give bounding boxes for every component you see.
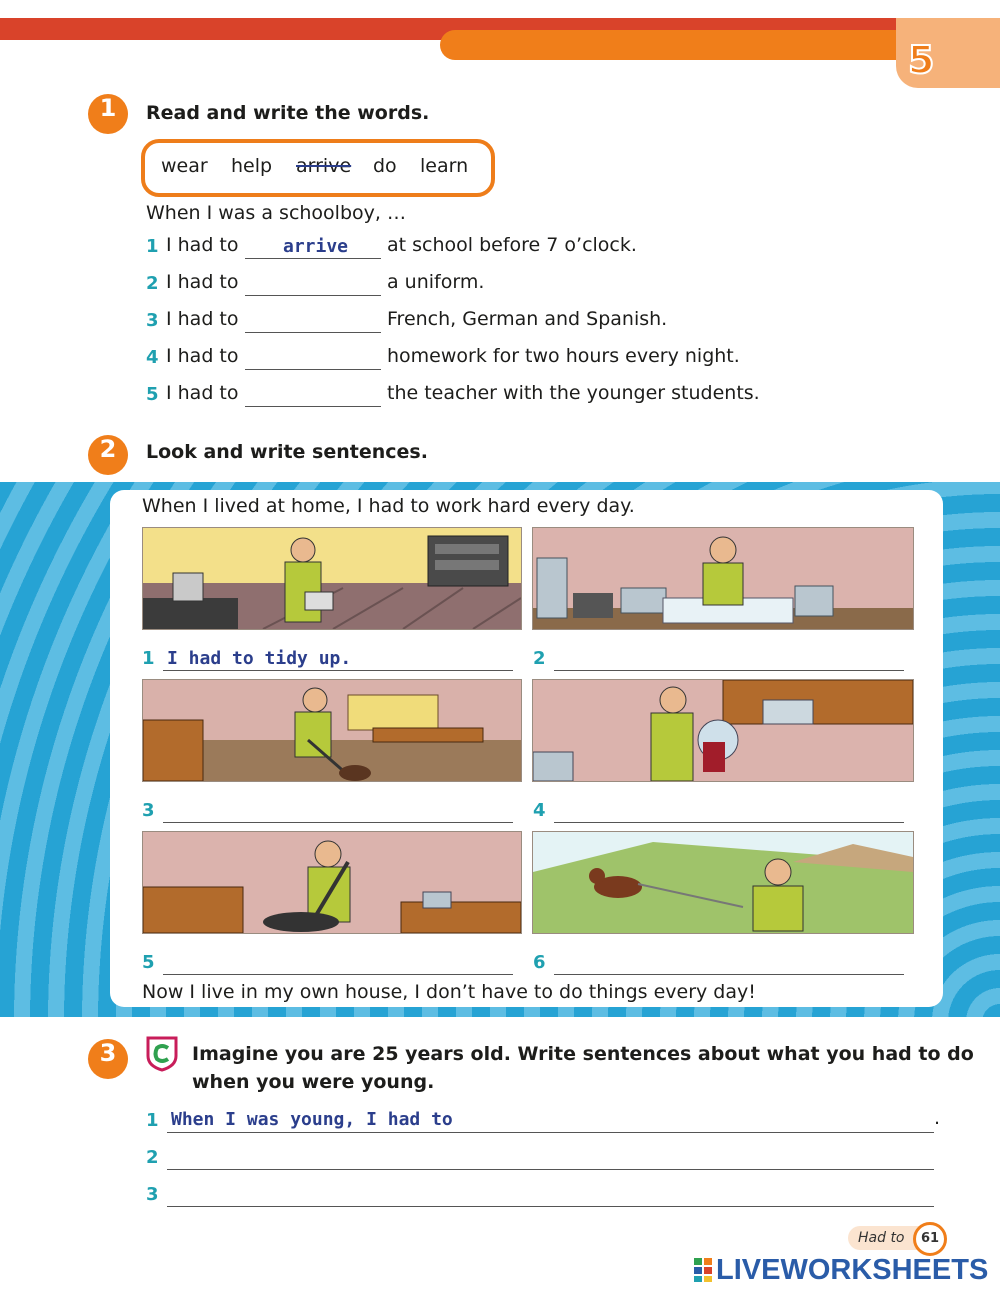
exercise-1-title: Read and write the words. xyxy=(146,102,430,124)
exercise-1-intro: When I was a schoolboy, … xyxy=(146,202,406,224)
word-wear: wear xyxy=(161,155,208,177)
item-rest: homework for two hours every night. xyxy=(387,345,740,367)
header-orange-bar xyxy=(440,30,910,60)
exercise-2-intro: When I lived at home, I had to work hard every day. xyxy=(142,495,635,517)
item-rest: at school before 7 o’clock. xyxy=(387,234,637,256)
footer-topic-tag: Had to xyxy=(848,1226,933,1250)
item-number: 5 xyxy=(146,384,159,405)
item-number: 1 xyxy=(146,236,159,257)
exercise-2-number: 2 xyxy=(88,435,128,475)
answer-field-1[interactable] xyxy=(245,234,381,259)
answer-number: 3 xyxy=(146,1184,159,1205)
item-rest: a uniform. xyxy=(387,271,485,293)
exercise-1-item xyxy=(146,308,846,338)
liveworksheets-logo-icon xyxy=(694,1258,712,1282)
exercise-3-title-line-2: when you were young. xyxy=(192,1071,435,1093)
exercise-1-item xyxy=(146,271,846,301)
item-number: 3 xyxy=(146,310,159,331)
word-learn: learn xyxy=(420,155,469,177)
answer-text: I had to tidy up. xyxy=(167,648,352,669)
item-lead: I had to xyxy=(166,271,239,293)
item-lead: I had to xyxy=(166,234,239,256)
answer-number: 1 xyxy=(142,648,155,669)
answer-field-3[interactable] xyxy=(245,308,381,333)
answer-number: 2 xyxy=(533,648,546,669)
answer-field-2[interactable] xyxy=(245,271,381,296)
answer-field-3-2[interactable] xyxy=(167,1145,934,1170)
answer-text: When I was young, I had to xyxy=(171,1109,453,1130)
exercise-2-outro: Now I live in my own house, I don’t have to do things every day! xyxy=(142,981,756,1003)
exercise-1-item xyxy=(146,382,846,412)
item-lead: I had to xyxy=(166,308,239,330)
answer-number: 1 xyxy=(146,1110,159,1131)
answer-number: 3 xyxy=(142,800,155,821)
sentence-end-period: . xyxy=(934,1107,941,1129)
answer-number: 6 xyxy=(533,952,546,973)
item-number: 4 xyxy=(146,347,159,368)
item-lead: I had to xyxy=(166,345,239,367)
answer-field-2-6[interactable] xyxy=(554,950,904,975)
liveworksheets-brand[interactable]: LIVEWORKSHEETS xyxy=(716,1254,989,1286)
exercise-3-number: 3 xyxy=(88,1039,128,1079)
picture-tidy-up xyxy=(142,527,522,630)
answer-field-2-5[interactable] xyxy=(163,950,513,975)
answer-number: 2 xyxy=(146,1147,159,1168)
item-number: 2 xyxy=(146,273,159,294)
answer-number: 5 xyxy=(142,952,155,973)
page-number: 61 xyxy=(913,1222,947,1256)
answer-field-4[interactable] xyxy=(245,345,381,370)
answer-text: arrive xyxy=(283,236,349,257)
word-help: help xyxy=(231,155,273,177)
unit-number: 5 xyxy=(908,38,935,82)
answer-field-2-4[interactable] xyxy=(554,798,904,823)
shield-icon xyxy=(146,1036,178,1072)
picture-sweeping xyxy=(142,679,522,782)
answer-field-5[interactable] xyxy=(245,382,381,407)
exercise-1-item xyxy=(146,345,846,375)
word-arrive-crossed: arrive xyxy=(296,155,352,177)
exercise-2-title: Look and write sentences. xyxy=(146,441,428,463)
picture-washing-dishes xyxy=(532,527,914,630)
answer-field-2-1[interactable] xyxy=(163,646,513,671)
answer-number: 4 xyxy=(533,800,546,821)
picture-cooking xyxy=(142,831,522,934)
answer-field-3-1[interactable] xyxy=(167,1108,934,1133)
exercise-1-number: 1 xyxy=(88,94,128,134)
answer-field-3-3[interactable] xyxy=(167,1182,934,1207)
exercise-1-item xyxy=(146,234,846,264)
exercise-3-title-line-1: Imagine you are 25 years old. Write sentences about what you had to do xyxy=(192,1043,974,1065)
word-do: do xyxy=(373,155,397,177)
answer-field-2-2[interactable] xyxy=(554,646,904,671)
item-rest: French, German and Spanish. xyxy=(387,308,668,330)
picture-walking-dog xyxy=(532,831,914,934)
item-lead: I had to xyxy=(166,382,239,404)
picture-drying-plates xyxy=(532,679,914,782)
item-rest: the teacher with the younger students. xyxy=(387,382,760,404)
answer-field-2-3[interactable] xyxy=(163,798,513,823)
